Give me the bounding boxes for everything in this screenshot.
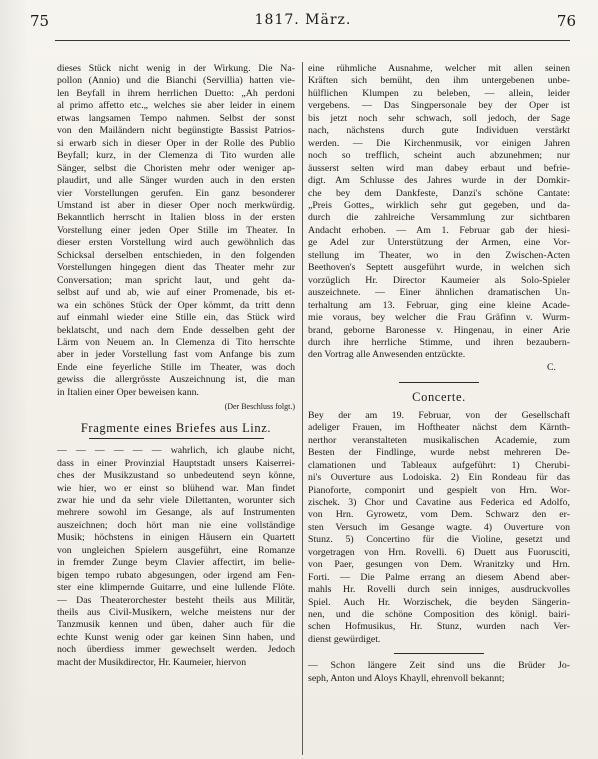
text-line: nach, nächstens durch gute Individuen verstärkt	[308, 125, 570, 137]
text-line: Musik; höchstens in einigen Häusern ein Quartett	[57, 532, 295, 544]
text-line: dass in einer Provinzial Hauptstadt unsers Kaiserrei-	[57, 457, 295, 469]
left-text-block-1	[57, 63, 295, 399]
text-line: Beyfall; kurz, in der Clemenza di Tito wurden alle	[57, 150, 295, 162]
text-line: Besten der Findlinge, wurde nebst mehreren De-	[308, 447, 570, 459]
text-line: noch überdiess immer gewechselt werden. Jedoch	[57, 644, 295, 656]
text-line: in fremder Zunge beym Clavier affectirt, im belie-	[57, 557, 295, 569]
text-line: ni's Ouverture aus Lodoiska. 2) Ein Rondeau für das	[308, 472, 570, 484]
text-line: auszeichnete. — Einer ähnlichen dramatischen Un-	[308, 287, 570, 299]
left-text-block-2	[57, 445, 295, 669]
text-line: — — — — — — wahrlich, ich glaube nicht,	[57, 445, 295, 457]
text-line: vorgetragen von Hrn. Rovelli. 6) Duett aus Fuorusciti,	[308, 546, 570, 558]
text-line: bigen tempo rubato abgesungen, oder irgend am Fen-	[57, 569, 295, 581]
text-line: echte Kunst wenig oder gar keinen Sinn haben, und	[57, 631, 295, 643]
text-line: aber in jeder Vorstellung fast vom Anfange bis zum	[57, 349, 295, 361]
text-line: bis jetzt noch sehr schwach, soll jedoch, der Sage	[308, 112, 570, 124]
text-line: vier Vorstellungen gerufen. Ein ganz besonderer	[57, 187, 295, 199]
text-line: in Italien einer Oper beweisen kann.	[57, 386, 199, 398]
text-line: Stunz. 5) Concertino für die Violine, gesetzt und	[308, 534, 570, 546]
text-line: von Hrn. Gyrowetz, vom Dem. Schwarz den er-	[308, 509, 570, 521]
right-text-block-2	[308, 410, 570, 647]
text-line: Beethoven's Septett ausgeführt wurde, in welchen sich	[308, 262, 570, 274]
text-line: — Das Theaterorchester besteht theils aus Militär,	[57, 594, 295, 606]
text-line: dienst gewürdiget.	[308, 633, 381, 645]
section-rule	[399, 382, 479, 383]
text-line: nen, und die schöne Composition des königl. bairi-	[308, 609, 570, 621]
text-line: Schicksal derselben entschieden, in den folgenden	[57, 249, 295, 261]
section-title-linz: Fragmente eines Briefes aus Linz.	[57, 422, 295, 439]
text-line: brand, geborne Baronesse v. Hingenau, in einer Arie	[308, 324, 570, 336]
text-line: wie hier, wo er einst so blühend war. Man findet	[57, 482, 295, 494]
column-divider	[302, 62, 303, 755]
text-line: hülflichen Klumpen zu beleben, — allein, leider	[308, 87, 570, 99]
text-line: durch ihre herrliche Stimme, und ihren bezaubern-	[308, 336, 570, 348]
text-line: Sänger, selbst die Choristen mehr oder weniger ap-	[57, 162, 295, 174]
text-line: Lärm von Neuem an. In Clemenza di Tito herrschte	[57, 336, 295, 348]
text-line: al primo affetto etc.„ welches sie aber leider in einem	[57, 100, 295, 112]
text-line: durch die zahlreiche Versammlung zur sichtbaren	[308, 212, 570, 224]
text-line: ge Adel zur Unterstützung der Armen, eine Vor-	[308, 237, 570, 249]
title-underline	[89, 438, 264, 439]
text-line: Bekanntlich herrscht in Italien bloss in der ersten	[57, 212, 295, 224]
right-text-block-3	[308, 660, 570, 685]
text-line: stellung im Theater, wo in den Zwischen-Acten	[308, 249, 570, 261]
text-line: si erwarb sich in dieser Oper in der Rolle des Publio	[57, 137, 295, 149]
text-line: terhaltung am 13. Februar, ging eine kleine Acade-	[308, 299, 570, 311]
text-line: noch so trefflich, scheint auch abzunehmen; nur	[308, 150, 570, 162]
text-line: dieser ersten Vorstellung wird auch gewöhnlich das	[57, 237, 295, 249]
header-rule	[55, 40, 570, 41]
text-line: len Beyfall in ihrem herrlichen Duetto: „Ah perdoni	[57, 87, 295, 99]
text-line: äusserst selten wird man dabey erbaut und befrie-	[308, 162, 570, 174]
text-line: Pianoforte, componirt und gespielt von Hrn. Wor-	[308, 484, 570, 496]
page-number-left: 75	[30, 12, 50, 30]
text-line: vergebens. — Das Singpersonale bey der Oper ist	[308, 100, 570, 112]
text-line: mehrere sowohl im Gesange, als auf Instrumenten	[57, 507, 295, 519]
text-line: den Vortrag alle Anwesenden entzückte.	[308, 349, 466, 361]
text-line: nerthor veranstalteten musikalischen Academie, zum	[308, 434, 570, 446]
signature: C.	[547, 361, 556, 373]
text-line: dieses Stück nicht wenig in der Wirkung. Die Na-	[57, 63, 295, 74]
text-line: sten Versuch im Gesange wagte. 4) Ouverture von	[308, 521, 570, 533]
text-line: Andacht erhoben. — Am 1. Februar gab der hiesi-	[308, 224, 570, 236]
section-title-concerte: Concerte.	[412, 390, 466, 405]
text-line: Spiel. Auch Hr. Worzischek, die beyden Sängerin-	[308, 596, 570, 608]
header-date: 1817. März.	[254, 12, 352, 28]
page-fold-shadow	[0, 0, 28, 759]
text-line: mie voraus, bey welcher die Frau Gräfinn v. Wurm-	[308, 312, 570, 324]
text-line: mahls Hr. Rovelli durch sein inniges, ausdruckvolles	[308, 584, 570, 596]
left-column	[57, 63, 295, 669]
text-line: von Paer, gesungen von Dem. Wranitzky und Hrn.	[308, 559, 570, 571]
text-line: zwar hie und da sehr viele Dilettanten, worunter sich	[57, 494, 295, 506]
text-line: eine rühmliche Ausnahme, welcher mit allen seinen	[308, 63, 570, 74]
text-line: von ungleichen Spielern ausgeführt, eine Romanze	[57, 544, 295, 556]
page-header	[30, 10, 576, 34]
text-line: schen Hofmusikus, Hr. Stunz, wurden nach Ver-	[308, 621, 570, 633]
text-line: Tanzmusik kennen und üben, daher auch für die	[57, 619, 295, 631]
text-line: selbst auf und ab, wie auf einer Promenade, bis et-	[57, 287, 295, 299]
text-line: auszeichnen; doch hört man nie eine vollständige	[57, 519, 295, 531]
text-line: ches der Musikzustand so unbedeutend seyn könne,	[57, 470, 295, 482]
text-line: Ende eine feyerliche Stille im Theater, was doch	[57, 361, 295, 373]
text-line: zischek. 3) Chor und Cavatine aus Federica ed Adolfo,	[308, 496, 570, 508]
text-line: ster eine klimpernde Guitarre, und eine lullende Flöte.	[57, 582, 295, 594]
text-line: etwas langsamen Tempo nahmen. Selbst der sonst	[57, 112, 295, 124]
text-line: Kräften sich bemüht, den ihm untergebenen unbe-	[308, 75, 570, 87]
text-line: digt. Am Schlusse des Jahres wurde in der Domkir-	[308, 175, 570, 187]
text-line: seph, Anton und Aloys Khayll, ehrenvoll bekannt;	[308, 672, 505, 684]
text-line: clamationen und Tableaux aufgeführt: 1) Cherubi-	[308, 459, 570, 471]
continuation-note: (Der Beschluss folgt.)	[224, 402, 295, 412]
text-line: „Preis Gottes„ wirklich sehr gut gegeben, und da-	[308, 199, 570, 211]
text-line: Vorstellung einer jeden Oper Stille im Theater. In	[57, 224, 295, 236]
text-line: pollon (Annio) und die Bianchi (Servillia) hatten vie-	[57, 75, 295, 87]
text-line: gewiss die allergrösste Auszeichnung ist, die man	[57, 374, 295, 386]
text-line: von den Mailändern nicht begünstigte Bassist Patrios-	[57, 125, 295, 137]
text-line: beklatscht, und nach dem Ende desselben geht der	[57, 324, 295, 336]
text-line: che bey dem Dankfeste, Danzi's schöne Cantate:	[308, 187, 570, 199]
text-line: Bey der am 19. Februar, von der Gesellschaft	[308, 409, 570, 421]
text-line: Umstand ist aber in dieser Oper noch merkwürdig.	[57, 199, 295, 211]
right-column	[308, 63, 570, 685]
right-text-block-1	[308, 63, 570, 362]
text-line: wa ein schönes Stück der Oper kömmt, da tritt denn	[57, 299, 295, 311]
paragraph-rule	[394, 653, 484, 654]
text-line: auf einmahl wieder eine Stille ein, das Stück wird	[57, 312, 295, 324]
text-line: theils aus Civil-Musikern, welche meistens nur der	[57, 607, 295, 619]
text-line: werden. — Die Kirchenmusik, vor einigen Jahren	[308, 137, 570, 149]
text-line: vorzüglich Hr. Director Kaumeier als Solo-Spieler	[308, 274, 570, 286]
text-line: Forti. — Die Palme errang an diesem Abend aber-	[308, 571, 570, 583]
text-line: plaudirt, und alle Sänger wurden auch in den ersten	[57, 175, 295, 187]
text-line: macht der Musikdirector, Hr. Kaumeier, hiervon	[57, 656, 247, 668]
text-line: Vorstellungen hingegen dient das Theater mehr zur	[57, 262, 295, 274]
page-number-right: 76	[556, 12, 576, 30]
text-line: Conversation; man spricht laut, und geht da-	[57, 274, 295, 286]
text-line: adeliger Frauen, im Hoftheater nächst dem Kärnth-	[308, 422, 570, 434]
text-line: — Schon längere Zeit sind uns die Brüder Jo-	[308, 660, 570, 672]
